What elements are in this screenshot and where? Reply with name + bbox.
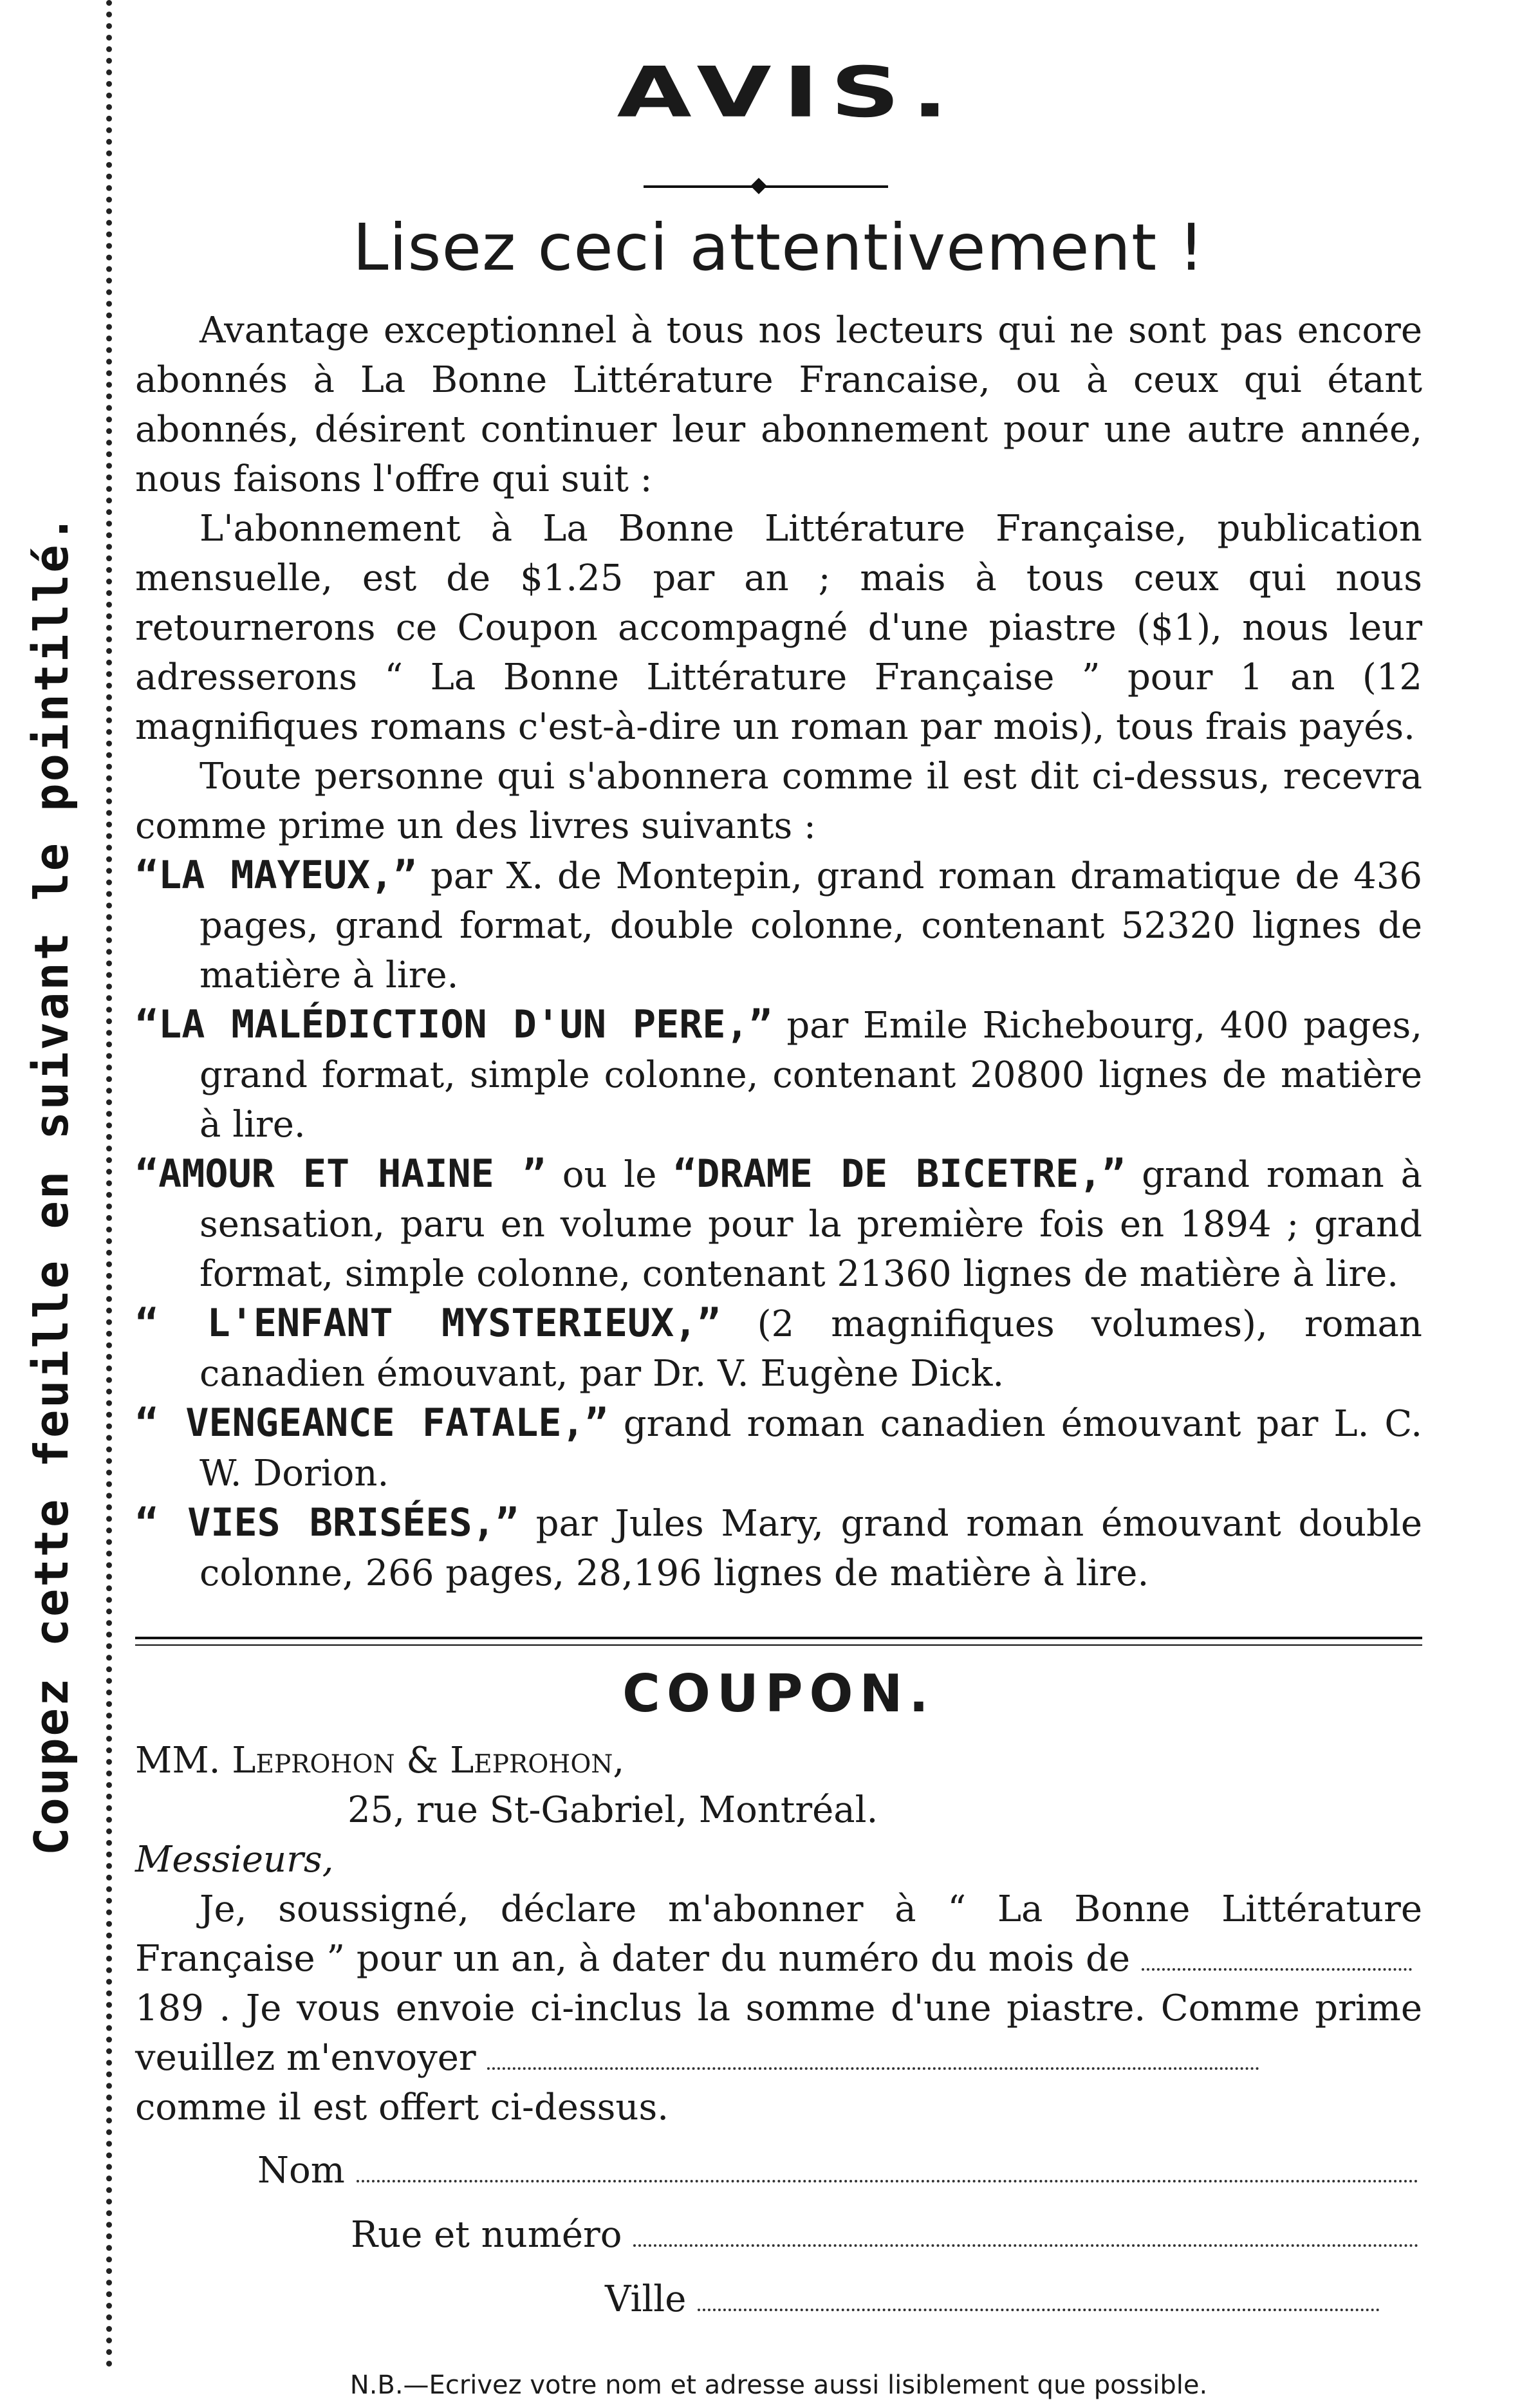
- street-label: Rue et numéro: [351, 2214, 622, 2256]
- book-description: par Jules Mary, grand roman émouvant double colonne, 266 pages, 28,196 lignes de matière à lire.: [199, 1503, 1423, 1594]
- cut-instruction-strip: [0, 0, 113, 2368]
- book-title: “ VENGEANCE FATALE,”: [135, 1400, 608, 1446]
- premium-paragraph: Toute personne qui s'abonnera comme il est dit ci-dessus, recevra comme prime un des livres suivants :: [135, 756, 1422, 847]
- coupon-divider: [135, 1637, 1422, 1639]
- book-description: par Emile Richebourg, 400 pages, grand format, simple colonne, contenant 20800 lignes de matière à lire.: [199, 1005, 1422, 1146]
- coupon-divider-thin: [135, 1644, 1422, 1646]
- book-title: “LA MALÉDICTION D'UN PERE,”: [135, 1002, 772, 1047]
- coupon-addressee: MM. Leprohon & Leprohon,: [135, 1740, 625, 1781]
- name-label: Nom: [257, 2150, 345, 2191]
- month-field[interactable]: [1142, 1935, 1412, 1971]
- book-entry: [135, 1000, 1422, 1149]
- book-entry: [135, 1399, 1422, 1498]
- book-entry: [135, 1498, 1422, 1598]
- notice-body: [135, 52, 1423, 2400]
- book-entry: [135, 1299, 1422, 1399]
- notice-title: AVIS.: [617, 52, 960, 133]
- intro-paragraph: Avantage exceptionnel à tous nos lecteurs qui ne sont pas encore abonnés à La Bonne Littérature Francaise, ou à ceux qui étant abonnés, désirent continuer leur abonnement pour une autre année, nous faisons l'offre qui suit :: [135, 310, 1422, 500]
- ornament-divider: [644, 180, 888, 193]
- premium-choice-field[interactable]: [487, 2034, 1259, 2070]
- book-title-alt: “DRAME DE BICETRE,”: [673, 1151, 1126, 1196]
- book-description: grand roman à sensation, paru en volume pour la première fois en 1894 ; grand format, simple colonne, contenant 21360 lignes de matière à lire.: [199, 1154, 1423, 1295]
- coupon-body-b: 189 . Je vous envoie ci-inclus la somme d'une piastre. Comme prime veuillez m'envoyer: [135, 1987, 1422, 2079]
- coupon-body-c: comme il est offert ci-dessus.: [135, 2087, 669, 2128]
- coupon-address: 25, rue St-Gabriel, Montréal.: [348, 1789, 878, 1831]
- book-entry: [135, 1149, 1422, 1299]
- notice-subtitle: Lisez ceci attentivement !: [352, 210, 1205, 285]
- coupon-title: COUPON.: [622, 1664, 935, 1724]
- book-title: “ L'ENFANT MYSTERIEUX,”: [135, 1301, 721, 1346]
- book-entry: [135, 851, 1422, 1000]
- perforation-line: [106, 0, 112, 2368]
- coupon-body-a: Je, soussigné, déclare m'abonner à “ La Bonne Littérature Française ” pour un an, à dater du numéro du mois de: [135, 1888, 1422, 1980]
- book-title: “ VIES BRISÉES,”: [135, 1500, 519, 1545]
- name-line: [135, 2139, 1422, 2203]
- book-description: (2 magnifiques volumes), roman canadien émouvant, par Dr. V. Eugène Dick.: [199, 1303, 1422, 1395]
- city-label: Ville: [605, 2278, 687, 2320]
- book-description: par X. de Montepin, grand roman dramatique de 436 pages, grand format, double colonne, contenant 52320 lignes de matière à lire.: [199, 855, 1422, 996]
- cut-instruction-text: Coupez cette feuille en suivant le pointillé.: [24, 513, 79, 1856]
- book-title: “LA MAYEUX,”: [135, 853, 417, 898]
- book-connector: ou le: [545, 1154, 674, 1196]
- book-title: “AMOUR ET HAINE ”: [135, 1151, 546, 1196]
- coupon-salutation: Messieurs,: [135, 1839, 334, 1881]
- city-line: [135, 2267, 1422, 2332]
- city-field[interactable]: [698, 2275, 1380, 2311]
- street-line: [135, 2203, 1422, 2267]
- price-paragraph: L'abonnement à La Bonne Littérature Française, publication mensuelle, est de $1.25 par an ; mais à tous ceux qui nous retournerons ce Coupon accompagné d'une piastre ($1), nous leur adresserons “ La Bonne Littérature Française ” pour 1 an (12 magnifiques romans c'est-à-dire un roman par mois), tous frais payés.: [135, 508, 1422, 748]
- book-list: [135, 851, 1422, 1598]
- footnote: N.B.—Ecrivez votre nom et adresse aussi lisiblement que possible.: [349, 2370, 1208, 2400]
- book-description: grand roman canadien émouvant par L. C. W. Dorion.: [199, 1403, 1422, 1494]
- name-field[interactable]: [357, 2146, 1418, 2182]
- street-field[interactable]: [633, 2211, 1418, 2247]
